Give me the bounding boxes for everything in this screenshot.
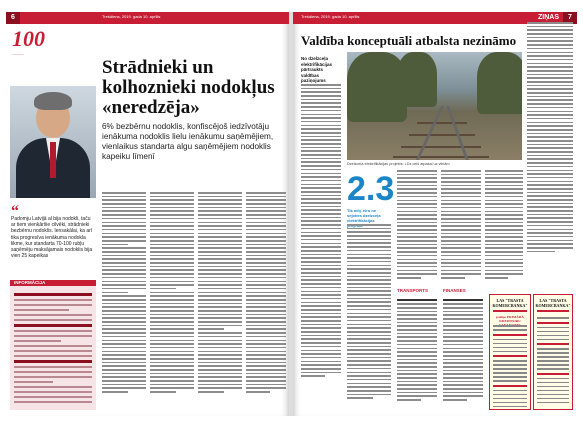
- label-finanses: FINANSES: [443, 288, 466, 293]
- right-body-column-4: [441, 170, 481, 281]
- portrait-photo: [10, 86, 96, 198]
- quote-mark-icon: “: [11, 203, 19, 220]
- right-body-column-5: [485, 170, 523, 281]
- info-box: [10, 280, 96, 410]
- left-page: [6, 12, 289, 416]
- advertisement-2: [533, 294, 573, 410]
- right-body-column-3: [397, 170, 437, 281]
- logo-number: 100: [12, 26, 45, 51]
- info-box-title: INFORMĀCIJA: [14, 280, 46, 285]
- advertisement-1: [489, 294, 531, 410]
- section-label: ZIŅAS: [538, 14, 559, 21]
- article-headline: Strādnieki un kolhoznieki nodokļus «neredzēja»: [102, 57, 275, 118]
- body-column-1: [102, 192, 146, 395]
- railway-photo: [347, 52, 522, 160]
- left-header-date: Trešdiena, 2019. gada 10. aprīlis: [102, 14, 161, 19]
- body-column-4: [246, 192, 286, 395]
- left-page-number: 6: [6, 12, 20, 24]
- right-header-date: Trešdiena, 2019. gada 10. aprīlis: [301, 14, 360, 19]
- ad-1-title: LAS "TRASTA KOMERCBANKA": [492, 298, 528, 308]
- big-number-text: Tik milj. eiro ne sejoties dzelzceļa elektrifikācijas: [347, 208, 381, 223]
- right-article-deck: No dzelzceļa elektrifikācijas pārtraukts valdības paziņojums: [301, 56, 333, 83]
- left-header-strip: [6, 12, 289, 24]
- body-column-3: [198, 192, 242, 395]
- right-body-column-8: [443, 296, 483, 403]
- label-transports: TRANSPORTS: [397, 288, 429, 293]
- pull-quote-text: Padomju Latvijā al bija nodokli, taču ar tiem vienkāršie cilvēki, strādnieki bezbērnu nodoklis. Iensakālai, ka arī tika progresīva ienākuma nodokla likme, kur standarta 70-100 rubļu saņēmēju maksājamais nodoklis bija vien 25 kapeikas: [11, 216, 93, 260]
- newspaper-spread: [6, 12, 577, 416]
- right-page: [293, 12, 577, 416]
- right-page-number: 7: [563, 12, 577, 24]
- right-article-headline: Valdība konceptuāli atbalsta nezināmo: [301, 33, 517, 48]
- big-number: 2.3: [347, 170, 395, 208]
- centenary-logo: [12, 28, 72, 68]
- right-body-column-6: [527, 22, 573, 254]
- right-body-column-1: [301, 84, 341, 379]
- logo-signature-icon: ~~~~~: [12, 52, 24, 57]
- ad-2-title: LAS "TRASTA KOMERCBANKA": [535, 298, 571, 308]
- right-body-column-7: [397, 296, 437, 403]
- right-body-column-2: [347, 224, 391, 401]
- article-deck: 6% bezbērnu nodoklis, konfiscējoš iedzīvotāju ienākuma nodoklis lielu ienākumu saņēmējiem, vienlaikus standarta algu saņēmējiem nodoklis kapeiku līmenī: [102, 122, 274, 161]
- pull-quote: [11, 203, 95, 260]
- ad-1-subtitle: paziņo PRIMĀRĀ KREDITORU: [496, 314, 524, 323]
- body-column-2: [150, 192, 194, 395]
- info-box-text: [14, 290, 92, 406]
- photo-caption: Dzelzceļa elektrifikācijas projekts: LDz ceļš atpakaļ uz vilnām: [347, 162, 450, 166]
